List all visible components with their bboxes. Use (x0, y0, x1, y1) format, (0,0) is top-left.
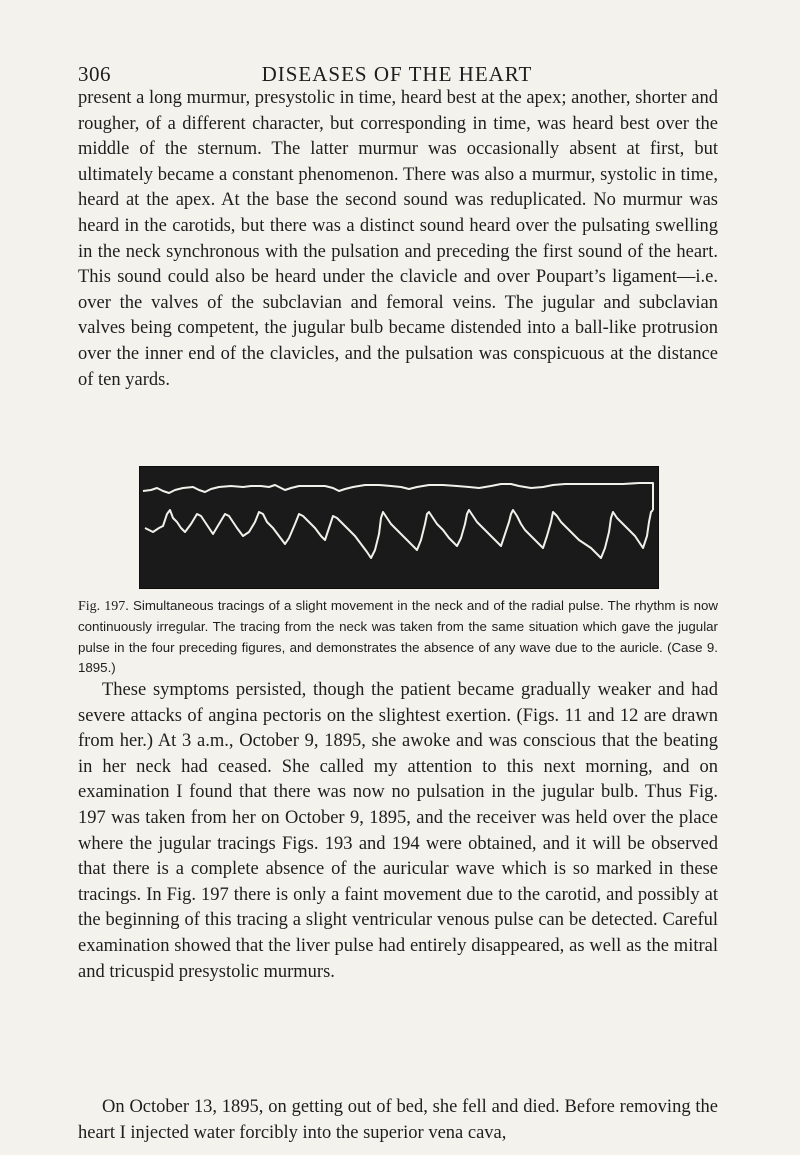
pulse-tracing-figure (139, 466, 659, 589)
figure-caption-text: Simultaneous tracings of a slight movement in the neck and of the radial pulse. The rhythm is now continuously irregular. The tracing from the neck was taken from the same situation which gave the jugular pulse in the four preceding figures, and demonstrates the absence of any wave due to the auricle. (Case 9. 1895.) (78, 598, 718, 676)
body-paragraph-3-text: On October 13, 1895, on getting out of bed, she fell and died. Before removing the heart I injected water forcibly into the superior vena cava, (78, 1097, 718, 1143)
figure-label: Fig. 197. (78, 599, 129, 614)
running-title: DISEASES OF THE HEART (261, 62, 533, 86)
figure-caption (78, 596, 718, 679)
body-paragraph-1: present a long murmur, presystolic in time, heard best at the apex; another, shorter and rougher, of a different character, but corresponding in time, was heard best over the middle of the sternum. The latter murmur was occasionally absent at first, but ultimately became a constant phenomenon. There was also a murmur, systolic in time, heard at the apex. At the base the second sound was reduplicated. No murmur was heard in the carotids, but there was a distinct sound heard over the pulsating swelling in the neck synchronous with the pulsation and preceding the first sound of the heart. This sound could also be heard under the clavicle and over Poupart’s ligament—i.e. over the valves of the subclavian and femoral veins. The jugular and subclavian valves being competent, the jugular bulb became distended into a ball-like protrusion over the inner end of the clavicles, and the pulsation was conspicuous at the distance of ten yards. (78, 88, 718, 390)
body-paragraph-2 (78, 678, 718, 985)
body-paragraph-2-text: These symptoms persisted, though the patient became gradually weaker and had severe attacks of angina pectoris on the slightest exertion. (Figs. 11 and 12 are drawn from her.) At 3 a.m., October 9, 1895, she awoke and was conscious that the beating in her neck had ceased. She called my attention to this next morning, and on examination I found that there was now no pulsation in the jugular bulb. Thus Fig. 197 was taken from her on October 9, 1895, and the receiver was held over the place where the jugular tracings Figs. 193 and 194 were obtained, and it will be observed that there is a complete absence of the auricular wave which is so marked in these tracings. In Fig. 197 there is only a faint movement due to the carotid, and possibly at the beginning of this tracing a slight ventricular venous pulse can be detected. Careful examination showed that the liver pulse had entirely disappeared, as well as the mitral and tricuspid presystolic murmurs. (78, 680, 718, 982)
tracing-plate (139, 466, 659, 589)
page-number: 306 (78, 62, 111, 86)
body-paragraph-3 (78, 1095, 718, 1146)
